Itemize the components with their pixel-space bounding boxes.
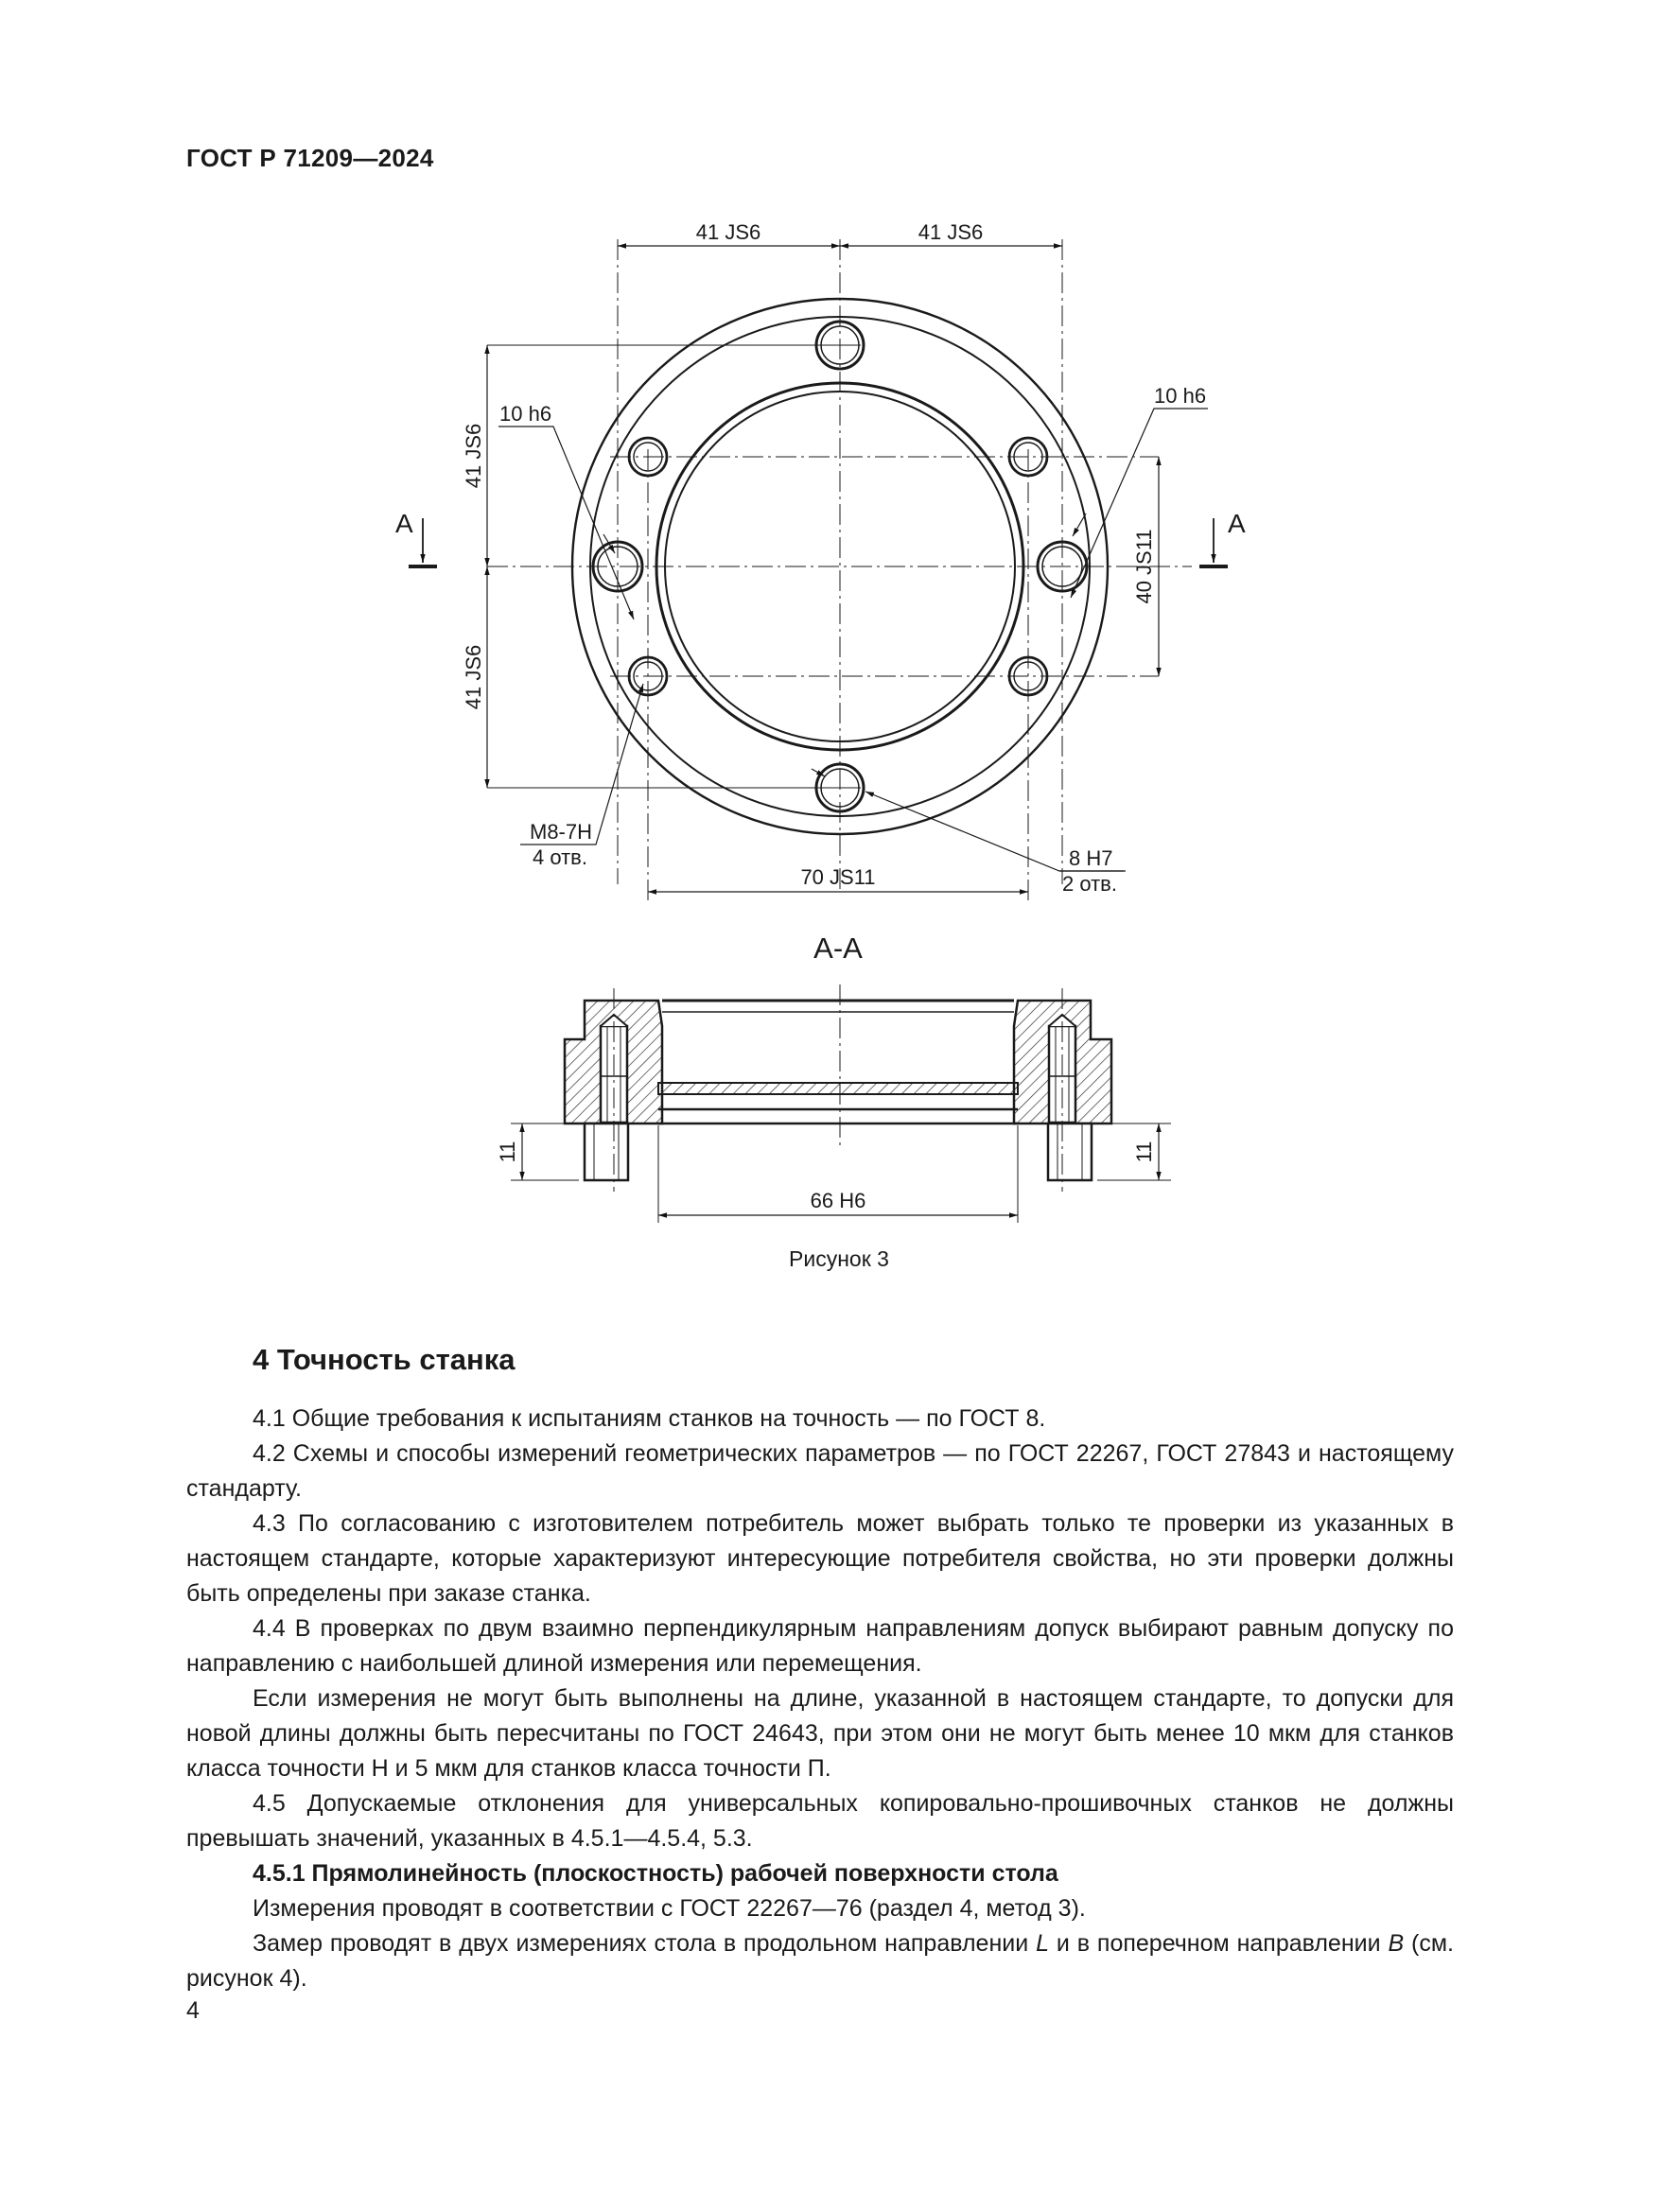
section-mark-left: A xyxy=(395,509,413,538)
document-code: ГОСТ Р 71209—2024 xyxy=(186,144,434,172)
paragraph-4-5: 4.5 Допускаемые отклонения для универсальных копировально-прошивочных станков не должны превышать значений, указанных в 4.5.1—4.5.4, 5.3. xyxy=(186,1790,1454,1852)
dim-right: 40 JS11 xyxy=(1132,529,1156,604)
height-right: 11 xyxy=(1132,1141,1156,1163)
text-fragment: и в поперечном направлении xyxy=(1048,1930,1389,1957)
subsection-heading-4-5-1: 4.5.1 Прямолинейность (плоскостность) рабочей поверхности стола xyxy=(253,1860,1058,1887)
section-4 xyxy=(186,1343,1454,1996)
dim-top-left: 41 JS6 xyxy=(695,220,761,244)
paragraph-4-4-note: Если измерения не могут быть выполнены на длине, указанной в настоящем стандарте, то допуски для новой длины должны быть пересчитаны по ГОСТ 24643, при этом они не могут быть менее 10 мкм для станков класса точности Н и 5 мкм для станков класса точности П. xyxy=(186,1685,1454,1782)
dim-bottom: 70 JS11 xyxy=(800,865,876,889)
thread-count: 4 отв. xyxy=(533,845,587,869)
paragraph-4-2: 4.2 Схемы и способы измерений геометрических параметров — по ГОСТ 22267, ГОСТ 27843 и настоящему стандарту. xyxy=(186,1440,1454,1502)
bore-dim: 66 H6 xyxy=(810,1189,866,1212)
height-left: 11 xyxy=(496,1141,519,1163)
paragraph-measurement-method: Измерения проводят в соответствии с ГОСТ 22267—76 (раздел 4, метод 3). xyxy=(253,1895,1086,1922)
pin-label-left: 10 h6 xyxy=(499,402,552,426)
text-fragment: (см. рисунок 4). xyxy=(186,1930,1455,1992)
dim-left-upper: 41 JS6 xyxy=(462,423,485,489)
paragraph-measurement-directions xyxy=(186,1926,1454,1996)
plan-view xyxy=(409,239,1228,903)
symbol-B: B xyxy=(1388,1930,1405,1957)
figure-caption: Рисунок 3 xyxy=(789,1246,889,1271)
paragraph-4-3: 4.3 По согласованию с изготовителем потребитель может выбрать только те проверки из указанных в настоящем стандарте, которые характеризуют интересующие потребителя свойства, но эти проверки должны быть определены при заказе станка. xyxy=(186,1510,1454,1607)
technical-drawing xyxy=(359,203,1246,1281)
hole-count: 2 отв. xyxy=(1062,872,1117,896)
thread-label: M8-7H xyxy=(530,820,593,844)
section-title: A-A xyxy=(813,932,863,965)
pin-label-right: 10 h6 xyxy=(1154,384,1207,408)
page-number: 4 xyxy=(186,1997,200,2024)
text-fragment: Замер проводят в двух измерениях стола в продольном направлении xyxy=(253,1930,1037,1957)
section-mark-right: A xyxy=(1228,509,1246,538)
paragraph-4-4: 4.4 В проверках по двум взаимно перпендикулярным направлениям допуск выбирают равным допуску по направлению с наибольшей длиной измерения или перемещения. xyxy=(186,1615,1454,1677)
section-heading: 4 Точность станка xyxy=(253,1343,516,1376)
symbol-L: L xyxy=(1036,1930,1049,1957)
hole-label: 8 H7 xyxy=(1069,846,1113,870)
dim-left-lower: 41 JS6 xyxy=(462,644,485,710)
dim-top-right: 41 JS6 xyxy=(918,220,984,244)
paragraph-4-1: 4.1 Общие требования к испытаниям станков на точность — по ГОСТ 8. xyxy=(253,1405,1046,1432)
section-view xyxy=(511,984,1171,1223)
